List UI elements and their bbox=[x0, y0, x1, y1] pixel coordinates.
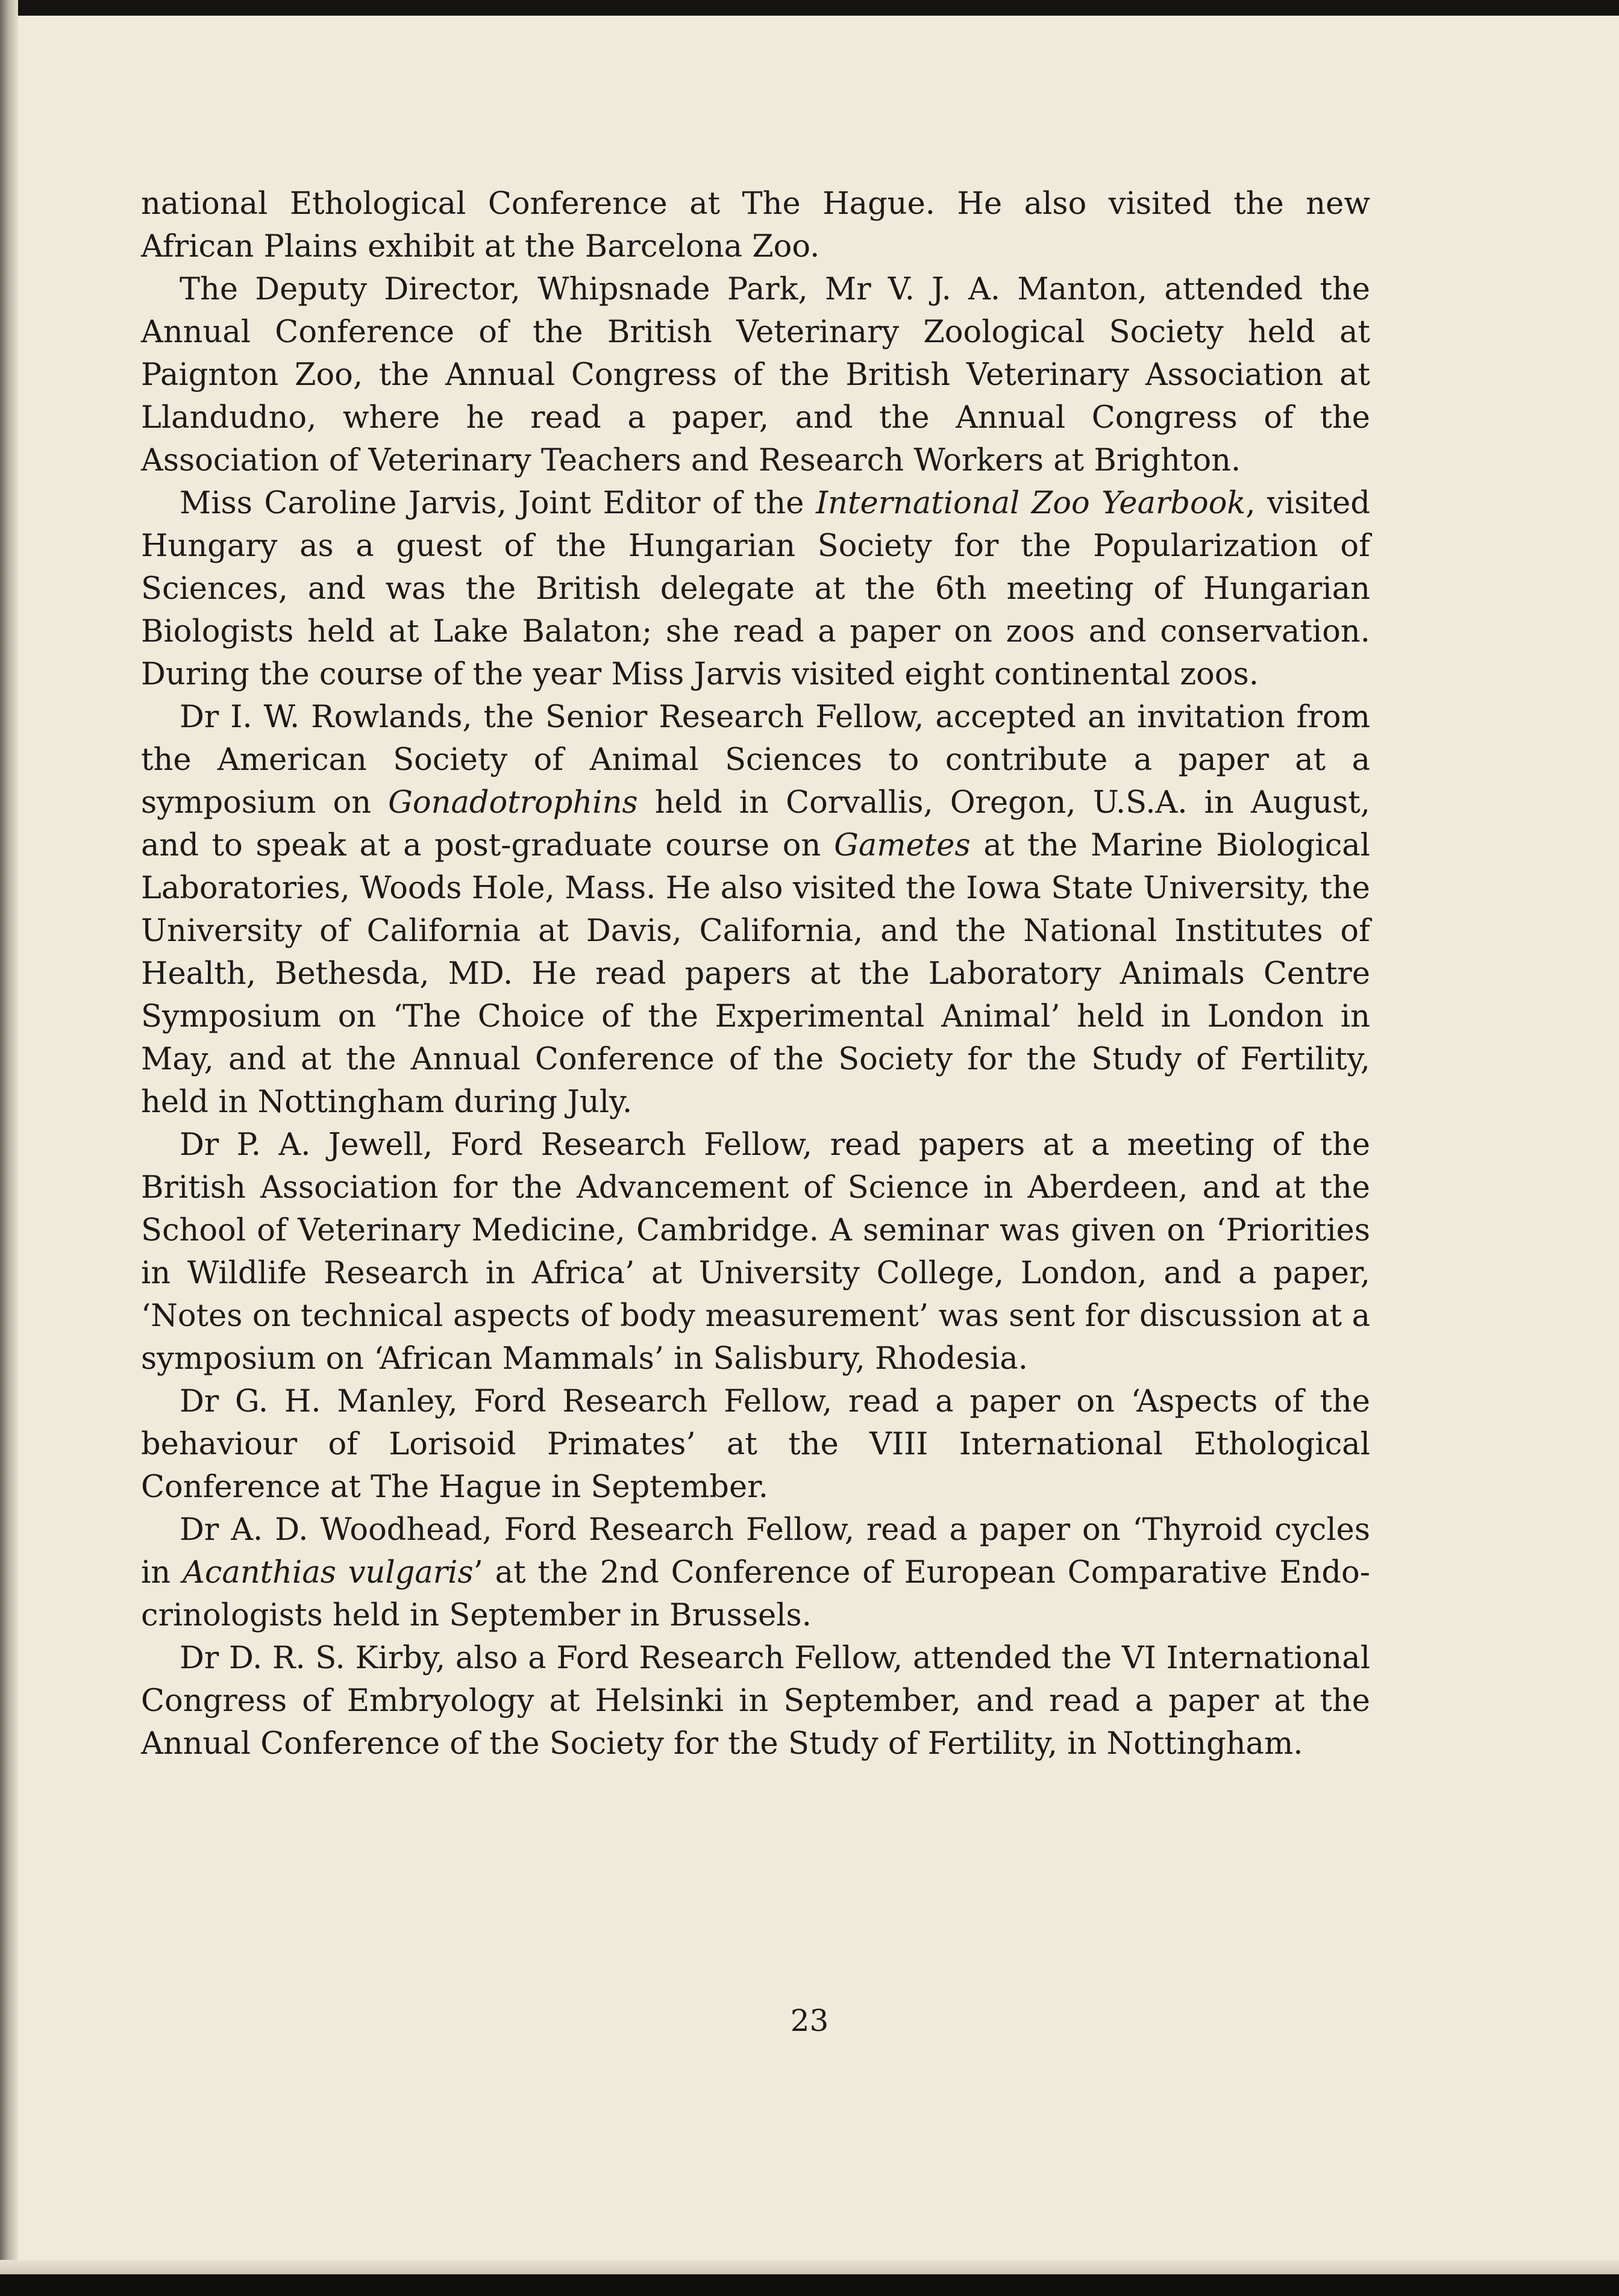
text-run: ’ at the 2nd Conference of European Comparative Endocrinologists held in September in Brussels. bbox=[141, 1555, 1370, 1633]
paragraph bbox=[141, 696, 1370, 1124]
italic-text: Acanthias vulgaris bbox=[183, 1555, 474, 1591]
paragraph bbox=[141, 183, 1370, 268]
page-number: 23 bbox=[790, 2003, 829, 2038]
paragraph bbox=[141, 1380, 1370, 1509]
italic-text: Gametes bbox=[834, 828, 971, 863]
scan-top-edge bbox=[0, 0, 1619, 16]
text-run: Dr D. R. S. Kirby, also a Ford Research Fellow, attended the VI International Congress of Embryology at Helsinki in September, and read a paper at the Annual Conference of the Society for the Study of Fertility, in Nottingham. bbox=[141, 1641, 1370, 1762]
body-text bbox=[141, 183, 1370, 1765]
text-run: Miss Caroline Jarvis, Joint Editor of the bbox=[180, 486, 816, 521]
text-run: Dr I. W. Rowlands, the Senior Research Fellow, accepted an invitation from the American Society of Animal Sciences to contribute a paper at a symposium on bbox=[141, 699, 1370, 821]
paragraph bbox=[141, 1637, 1370, 1765]
text-run: at the Marine Biological Laboratories, Woods Hole, Mass. He also visited the Iowa State University, the University of California at Davis, California, and the National Institutes of Health, Bethesda, MD. He read papers at the Laboratory Animals Centre Symposium on ‘The Choice of the Experimental Animal’ held in London in May, and at the Annual Conference of the Society for the Study of Fertility, held in Nottingham during July. bbox=[141, 828, 1370, 1120]
text-run: The Deputy Director, Whipsnade Park, Mr V. J. A. Manton, attended the Annual Conference of the British Veterinary Zoological Society held at Paignton Zoo, the Annual Congress of the British Veterinary Association at Llandudno, where he read a paper, and the Annual Congress of the Association of Veterinary Teachers and Research Workers at Brighton. bbox=[141, 272, 1370, 478]
paragraph bbox=[141, 268, 1370, 482]
scan-bottom-band bbox=[0, 2260, 1619, 2274]
text-run: Dr G. H. Manley, Ford Research Fellow, read a paper on ‘Aspects of the behaviour of Lorisoid Primates’ at the VIII International Ethological Conference at The Hague in September. bbox=[141, 1384, 1370, 1505]
text-run: Dr A. D. Woodhead, Ford Research Fellow, read a paper on ‘Thyroid cycles in bbox=[141, 1512, 1370, 1591]
text-run: , visited Hungary as a guest of the Hungarian Society for the Popularization of Sciences, and was the British delegate at the 6th meeting of Hungarian Biologists held at Lake Balaton; she read a paper on zoos and conservation. During the course of the year Miss Jarvis visited eight continental zoos. bbox=[141, 486, 1370, 692]
scan-binding-edge bbox=[0, 0, 18, 2296]
text-run: Dr P. A. Jewell, Ford Research Fellow, read papers at a meeting of the British Association for the Advancement of Science in Aberdeen, and at the School of Veterinary Medicine, Cambridge. A seminar was given on ‘Priorities in Wildlife Research in Africa’ at University College, London, and a paper, ‘Notes on technical aspects of body measurement’ was sent for discussion at a symposium on ‘African Mammals’ in Salisbury, Rhodesia. bbox=[141, 1127, 1370, 1377]
scan-bottom-edge bbox=[0, 2274, 1619, 2296]
italic-text: International Zoo Yearbook bbox=[815, 486, 1246, 521]
text-run: held in Corvallis, Oregon, U.S.A. in August, and to speak at a post-graduate course on bbox=[141, 785, 1370, 863]
paragraph bbox=[141, 482, 1370, 696]
paragraph bbox=[141, 1509, 1370, 1637]
italic-text: Gonadotrophins bbox=[388, 785, 638, 821]
text-run: national Ethological Conference at The Hague. He also visited the new African Plains exhibit at the Barcelona Zoo. bbox=[141, 186, 1370, 264]
paragraph bbox=[141, 1124, 1370, 1380]
